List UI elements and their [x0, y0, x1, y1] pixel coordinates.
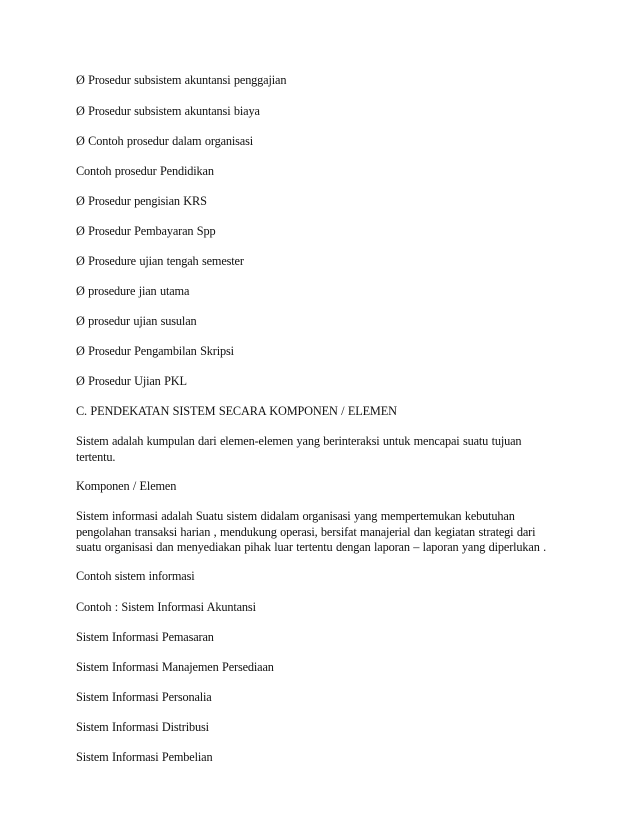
list-item-pengambilan-skripsi: Ø Prosedur Pengambilan Skripsi — [76, 344, 234, 358]
list-item-si-pembelian: Sistem Informasi Pembelian — [76, 750, 213, 764]
paragraph-sistem-informasi — [76, 509, 576, 556]
list-item-ujian-tengah-semester: Ø Prosedure ujian tengah semester — [76, 254, 244, 268]
list-item-si-akuntansi: Contoh : Sistem Informasi Akuntansi — [76, 600, 256, 614]
section-heading-pendekatan-sistem: C. PENDEKATAN SISTEM SECARA KOMPONEN / ELEMEN — [76, 404, 397, 418]
list-item-pengisian-krs: Ø Prosedur pengisian KRS — [76, 194, 207, 208]
list-item-si-distribusi: Sistem Informasi Distribusi — [76, 720, 209, 734]
list-item-pembayaran-spp: Ø Prosedur Pembayaran Spp — [76, 224, 216, 238]
list-item-jian-utama: Ø prosedure jian utama — [76, 284, 190, 298]
paragraph-line: tertentu. — [76, 449, 116, 464]
paragraph-line: pengolahan transaksi harian , mendukung operasi, bersifat manajerial dan kegiatan strategi dari — [76, 524, 536, 539]
list-item-subsistem-biaya: Ø Prosedur subsistem akuntansi biaya — [76, 104, 260, 118]
list-item-ujian-pkl: Ø Prosedur Ujian PKL — [76, 374, 187, 388]
paragraph-line: Sistem informasi adalah Suatu sistem didalam organisasi yang mempertemukan kebutuhan — [76, 509, 515, 523]
list-item-si-manajemen-persediaan: Sistem Informasi Manajemen Persediaan — [76, 660, 274, 674]
paragraph-line: Sistem adalah kumpulan dari elemen-elemen yang berinteraksi untuk mencapai suatu tujuan — [76, 434, 522, 448]
heading-contoh-pendidikan: Contoh prosedur Pendidikan — [76, 164, 214, 178]
list-item-si-personalia: Sistem Informasi Personalia — [76, 690, 212, 704]
list-item-contoh-organisasi: Ø Contoh prosedur dalam organisasi — [76, 134, 254, 148]
list-item-ujian-susulan: Ø prosedur ujian susulan — [76, 314, 197, 328]
heading-contoh-sistem-informasi: Contoh sistem informasi — [76, 569, 195, 583]
paragraph-definisi-sistem — [76, 434, 576, 465]
heading-komponen-elemen: Komponen / Elemen — [76, 479, 177, 493]
paragraph-line: suatu organisasi dan menyediakan pihak luar tertentu dengan laporan – laporan yang diperlukan . — [76, 540, 547, 554]
list-item-subsistem-penggajian: Ø Prosedur subsistem akuntansi penggajian — [76, 73, 287, 87]
list-item-si-pemasaran: Sistem Informasi Pemasaran — [76, 630, 214, 644]
